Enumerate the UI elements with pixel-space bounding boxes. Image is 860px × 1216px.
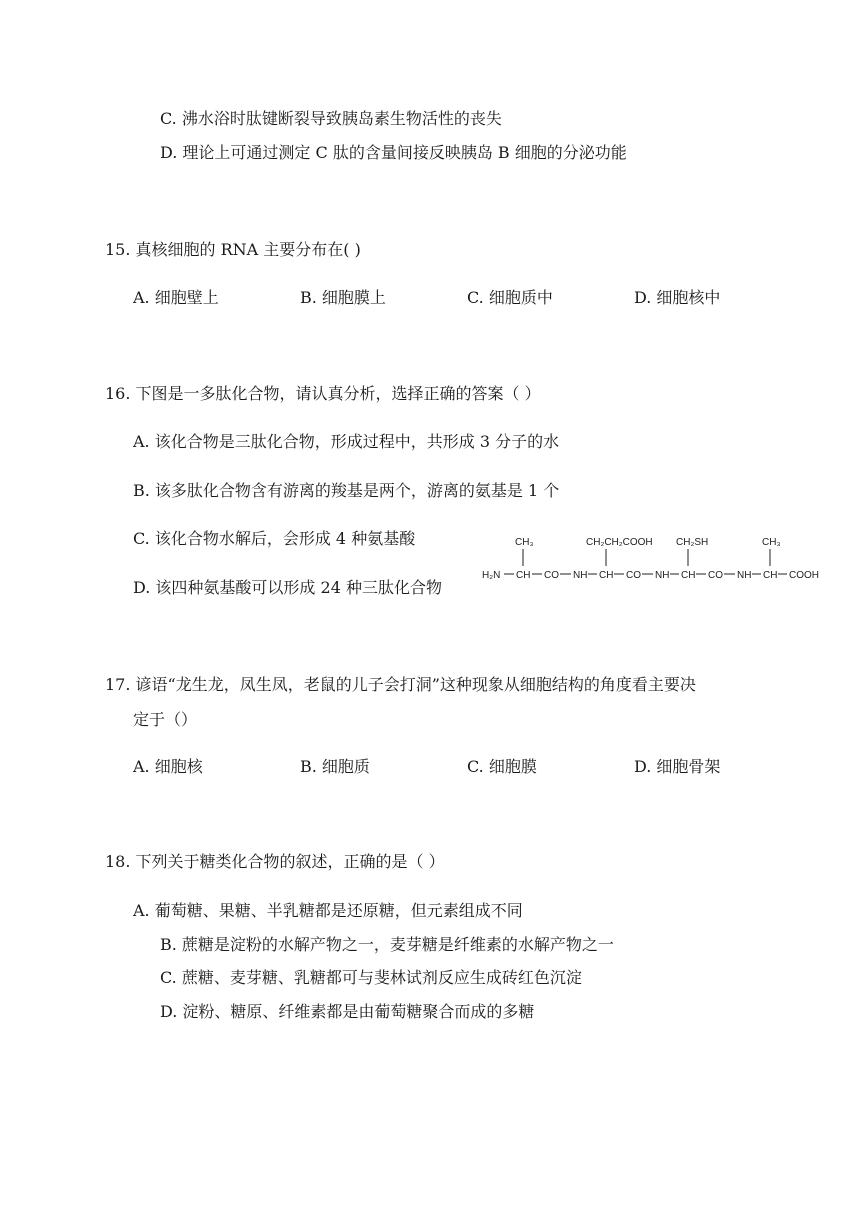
q16-option-b: B. 该多肽化合物含有游离的羧基是两个，游离的氨基是 1 个 xyxy=(133,481,560,500)
q18-option-a: A. 葡萄糖、果糖、半乳糖都是还原糖，但元素组成不同 xyxy=(133,901,523,920)
backbone-ch-4: CH xyxy=(763,570,778,581)
q17-option-d: D. 细胞骨架 xyxy=(634,757,721,776)
q16-option-d: D. 该四种氨基酸可以形成 24 种三肽化合物 xyxy=(133,578,442,597)
q16-option-a: A. 该化合物是三肽化合物，形成过程中，共形成 3 分子的水 xyxy=(133,432,560,451)
q18-option-d: D. 淀粉、糖原、纤维素都是由葡萄糖聚合而成的多糖 xyxy=(160,1002,535,1021)
side-chain-4: CH₃ xyxy=(762,537,781,548)
q17-option-a: A. 细胞核 xyxy=(133,757,203,776)
backbone-co-2: CO xyxy=(626,570,641,581)
q17-stem-line2: 定于（） xyxy=(133,710,198,729)
side-chain-3: CH₂SH xyxy=(676,537,709,548)
backbone-co-3: CO xyxy=(708,570,723,581)
q17-option-c: C. 细胞膜 xyxy=(467,757,537,776)
q14-option-c: C. 沸水浴时肽键断裂导致胰岛素生物活性的丧失 xyxy=(160,109,502,128)
backbone-co-1: CO xyxy=(544,570,559,581)
backbone-ch-3: CH xyxy=(681,570,696,581)
backbone-nh-2: NH xyxy=(655,570,670,581)
q17-stem-line1: 17. 谚语“龙生龙，凤生凤，老鼠的儿子会打洞”这种现象从细胞结构的角度看主要决 xyxy=(105,675,696,694)
side-chain-1: CH₃ xyxy=(515,537,534,548)
q17-option-b: B. 细胞质 xyxy=(300,757,370,776)
q15-option-b: B. 细胞膜上 xyxy=(300,288,386,307)
backbone-nh-3: NH xyxy=(737,570,752,581)
backbone-ch-1: CH xyxy=(516,570,531,581)
q18-option-b: B. 蔗糖是淀粉的水解产物之一，麦芽糖是纤维素的水解产物之一 xyxy=(160,935,614,954)
q15-option-c: C. 细胞质中 xyxy=(467,288,553,307)
q15-option-a: A. 细胞壁上 xyxy=(133,288,219,307)
q15-option-d: D. 细胞核中 xyxy=(634,288,721,307)
side-chain-2: CH₂CH₂COOH xyxy=(586,537,653,548)
q18-option-c: C. 蔗糖、麦芽糖、乳糖都可与斐林试剂反应生成砖红色沉淀 xyxy=(160,968,582,987)
backbone-nh-1: NH xyxy=(573,570,588,581)
q15-stem: 15. 真核细胞的 RNA 主要分布在( ) xyxy=(105,240,361,259)
peptide-structure-diagram xyxy=(480,528,820,594)
backbone-ch-2: CH xyxy=(599,570,614,581)
q14-option-d: D. 理论上可通过测定 C 肽的含量间接反映胰岛 B 细胞的分泌功能 xyxy=(160,143,627,162)
n-terminus: H₂N xyxy=(482,570,501,581)
c-terminus: COOH xyxy=(789,570,819,581)
q16-option-c: C. 该化合物水解后，会形成 4 种氨基酸 xyxy=(133,529,416,548)
q16-stem: 16. 下图是一多肽化合物，请认真分析，选择正确的答案（ ） xyxy=(105,384,541,403)
q18-stem: 18. 下列关于糖类化合物的叙述，正确的是（ ） xyxy=(105,852,445,871)
